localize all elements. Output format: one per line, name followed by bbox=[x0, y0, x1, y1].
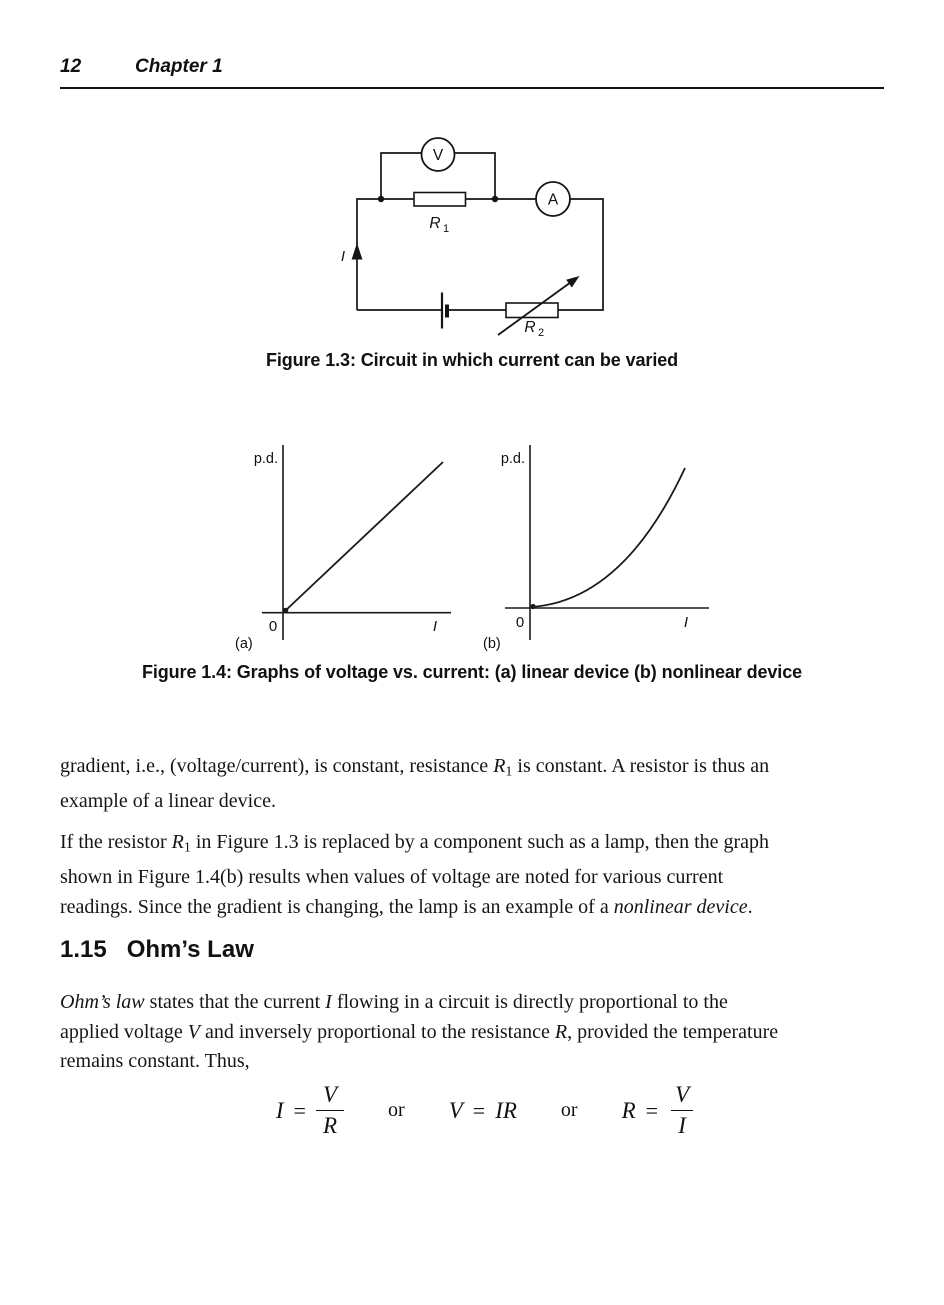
section-number: 1.15 bbox=[60, 936, 107, 963]
eq2-lhs: V bbox=[448, 1097, 463, 1123]
equation-v-equals-ir bbox=[449, 1098, 517, 1124]
voltmeter-label: V bbox=[432, 147, 444, 164]
figure-1-4-caption: Figure 1.4: Graphs of voltage vs. current: (a) linear device (b) nonlinear device bbox=[141, 662, 803, 682]
graph-b-tag: (b) bbox=[483, 636, 501, 652]
eq2-rhs: IR bbox=[495, 1097, 517, 1123]
header-rule bbox=[60, 87, 884, 89]
graph-b-origin-label: 0 bbox=[515, 614, 525, 631]
graph-a-tag: (a) bbox=[235, 636, 253, 652]
eq3-fraction bbox=[668, 1083, 696, 1138]
circuit-wire-loop bbox=[357, 199, 603, 310]
eq1-denominator: R bbox=[316, 1110, 344, 1138]
graph-a-xlabel: I bbox=[432, 618, 438, 635]
paragraph-ohms-law: Ohm’s law states that the current I flowing in a circuit is directly proportional to the applied voltage V and inversely proportional to the resistance R, provided the temperature remains constant. Thus, bbox=[60, 991, 779, 1072]
graph-b-curve bbox=[531, 468, 685, 607]
graph-a-ylabel: p.d. bbox=[253, 451, 278, 467]
eq2-equals-sign: = bbox=[472, 1097, 486, 1123]
graph-a-origin-label: 0 bbox=[268, 618, 278, 635]
figure-1-4a-graph bbox=[225, 435, 465, 657]
junction-dot-left bbox=[378, 196, 384, 202]
variable-resistor-arrowhead bbox=[566, 276, 579, 288]
page-number: 12 bbox=[60, 56, 82, 77]
current-label: I bbox=[340, 248, 346, 265]
paragraph-lamp-nonlinear: If the resistor R1 in Figure 1.3 is replaced by a component such as a lamp, then the graph shown in Figure 1.4(b) results when values of voltage are noted for various current readings. Since the gradient is changing, the lamp is an example of a nonlinear device. bbox=[60, 831, 770, 918]
or-word-1: or bbox=[388, 1099, 405, 1122]
section-title: Ohm’s Law bbox=[126, 936, 254, 963]
ammeter-label: A bbox=[547, 191, 559, 209]
graph-b-xlabel: I bbox=[683, 614, 689, 631]
r2-label: R bbox=[524, 319, 536, 336]
junction-dot-right bbox=[492, 196, 498, 202]
equation-r-equals-v-over-i bbox=[622, 1083, 697, 1138]
graph-b-origin-dot bbox=[530, 604, 535, 609]
eq3-denominator: I bbox=[671, 1110, 693, 1138]
figure-1-4b-graph bbox=[475, 435, 720, 657]
eq3-numerator: V bbox=[675, 1082, 690, 1107]
chapter-header: Chapter 1 bbox=[135, 56, 223, 77]
eq1-lhs: I bbox=[275, 1097, 284, 1123]
eq1-fraction bbox=[316, 1083, 344, 1138]
section-heading-ohms-law bbox=[60, 936, 254, 964]
r1-label: R bbox=[429, 215, 441, 232]
eq3-lhs: R bbox=[621, 1097, 636, 1123]
graph-a-origin-dot bbox=[283, 608, 289, 614]
graph-b-ylabel: p.d. bbox=[500, 451, 525, 467]
figure-1-3-circuit-diagram bbox=[330, 125, 630, 347]
figure-1-3-caption: Figure 1.3: Circuit in which current can be varied bbox=[265, 350, 679, 370]
graph-a-line bbox=[285, 462, 443, 611]
or-word-2: or bbox=[560, 1099, 578, 1122]
equation-row bbox=[14, 1083, 944, 1138]
current-arrowhead bbox=[352, 243, 363, 260]
eq1-numerator: V bbox=[322, 1082, 338, 1107]
resistor-r1 bbox=[414, 193, 466, 207]
eq3-equals-sign: = bbox=[645, 1097, 659, 1123]
eq1-equals-sign: = bbox=[293, 1097, 306, 1123]
r2-subscript: 2 bbox=[538, 327, 545, 339]
equation-i-equals-v-over-r bbox=[276, 1083, 344, 1138]
r1-subscript: 1 bbox=[443, 223, 450, 235]
paragraph-linear-device: gradient, i.e., (voltage/current), is constant, resistance R1 is constant. A resistor is thus an example of a linear device. bbox=[60, 755, 770, 812]
